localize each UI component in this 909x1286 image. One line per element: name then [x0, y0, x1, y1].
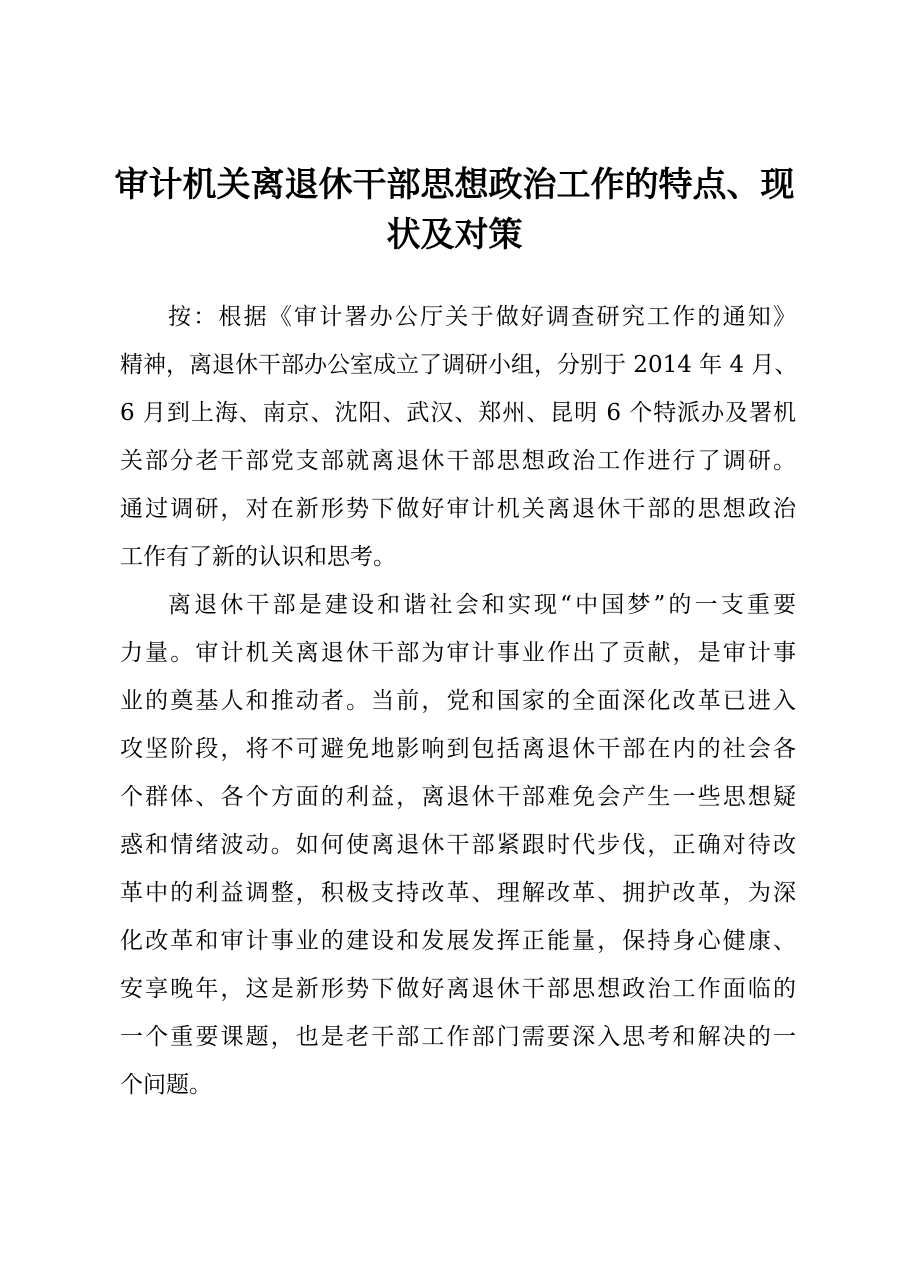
- paragraph-line: 革中的利益调整，积极支持改革、理解改革、拥护改革，为深: [120, 880, 796, 906]
- paragraph-line: 一个重要课题，也是老干部工作部门需要深入思考和解决的一: [120, 1024, 796, 1050]
- paragraph-line: 个群体、各个方面的利益，离退休干部难免会产生一些思想疑: [120, 784, 796, 810]
- paragraph-line: 力量。审计机关离退休干部为审计事业作出了贡献，是审计事: [120, 640, 796, 666]
- paragraph-line: 业的奠基人和推动者。当前，党和国家的全面深化改革已进入: [120, 688, 796, 714]
- paragraph-line: 惑和情绪波动。如何使离退休干部紧跟时代步伐，正确对待改: [120, 832, 796, 858]
- paragraph-line: 关部分老干部党支部就离退休干部思想政治工作进行了调研。: [120, 448, 796, 474]
- paragraph-line: 离退休干部是建设和谐社会和实现“中国梦”的一支重要: [168, 592, 796, 618]
- paragraph-line: 精神，离退休干部办公室成立了调研小组，分别于 2014 年 4 月、: [120, 352, 798, 378]
- document-title-line-2: 状及对策: [386, 215, 523, 255]
- paragraph-line: 按：根据《审计署办公厅关于做好调查研究工作的通知》: [168, 304, 796, 330]
- paragraph-line: 工作有了新的认识和思考。: [120, 544, 396, 570]
- paragraph-line: 安享晚年，这是新形势下做好离退休干部思想政治工作面临的: [120, 976, 796, 1002]
- paragraph-line: 个问题。: [120, 1072, 212, 1098]
- paragraph-line: 通过调研，对在新形势下做好审计机关离退休干部的思想政治: [120, 496, 796, 522]
- document-title-line-1: 审计机关离退休干部思想政治工作的特点、现: [114, 165, 795, 205]
- paragraph-line: 化改革和审计事业的建设和发展发挥正能量，保持身心健康、: [120, 928, 796, 954]
- paragraph-line: 攻坚阶段，将不可避免地影响到包括离退休干部在内的社会各: [120, 736, 796, 762]
- paragraph-line: 6 月到上海、南京、沈阳、武汉、郑州、昆明 6 个特派办及署机: [120, 400, 796, 426]
